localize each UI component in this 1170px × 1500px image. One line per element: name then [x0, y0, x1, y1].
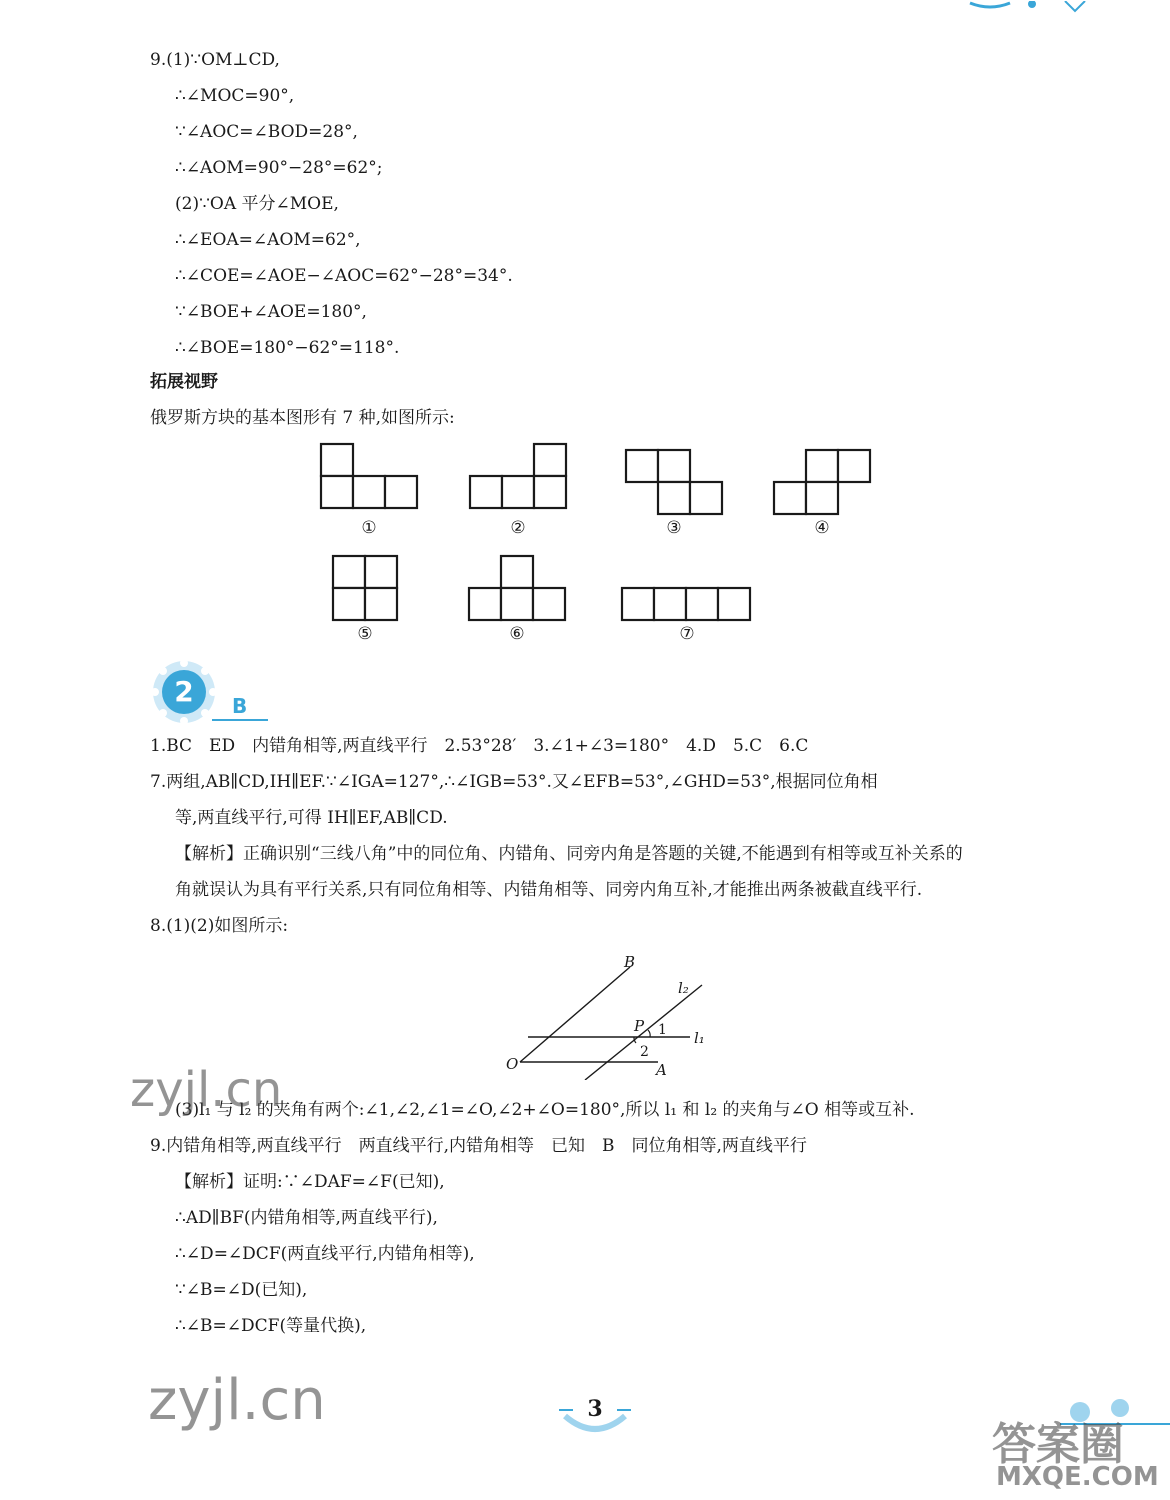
tetromino-4: [774, 450, 870, 514]
tetromino-label-4: ④: [814, 518, 830, 538]
watermark-zyjl-bottom: zyjl.cn: [148, 1368, 326, 1433]
parallel-lines-diagram: [490, 945, 730, 1080]
proof-line-4: ∵∠B=∠D(已知),: [175, 1280, 308, 1300]
tetromino-figures: [0, 0, 1170, 660]
answers-line: 1.BC ED 内错角相等,两直线平行 2.53°28′ 3.∠1+∠3=180° 4.D 5.C 6.C: [150, 736, 809, 756]
q8-line: 8.(1)(2)如图所示:: [150, 916, 289, 936]
q9-line-9: ∴∠BOE=180°−62°=118°.: [175, 338, 400, 358]
q7-line-2: 等,两直线平行,可得 IH∥EF,AB∥CD.: [175, 808, 448, 828]
section-badge: [152, 660, 272, 724]
watermark-mxqe: MXQE.COM: [996, 1462, 1159, 1492]
q9-line-1: 9.(1)∵OM⊥CD,: [150, 50, 280, 70]
diagram-label-O: O: [506, 1055, 519, 1073]
q9-line-5: (2)∵OA 平分∠MOE,: [175, 194, 339, 214]
extension-text: 俄罗斯方块的基本图形有 7 种,如图所示:: [150, 408, 455, 428]
badge-number: 2: [174, 675, 194, 708]
tetromino-label-7: ⑦: [679, 624, 695, 644]
analysis-1-line-1: 【解析】正确识别“三线八角”中的同位角、内错角、同旁内角是答题的关键,不能遇到有相等或互补关系的: [175, 844, 963, 864]
q9-line-3: ∵∠AOC=∠BOD=28°,: [175, 122, 358, 142]
tetromino-label-3: ③: [666, 518, 682, 538]
diagram-label-l1: l₁: [694, 1029, 705, 1047]
diagram-label-A: A: [656, 1061, 667, 1079]
tetromino-5: [333, 556, 397, 620]
q9-line-4: ∴∠AOM=90°−28°=62°;: [175, 158, 383, 178]
proof-line-1: 【解析】证明:∵∠DAF=∠F(已知),: [175, 1172, 445, 1192]
q9b-line: 9.内错角相等,两直线平行 两直线平行,内错角相等 已知 B 同位角相等,两直线平行: [150, 1136, 807, 1156]
tetromino-label-5: ⑤: [357, 624, 373, 644]
q9-line-6: ∴∠EOA=∠AOM=62°,: [175, 230, 361, 250]
badge-letter: B: [232, 694, 248, 718]
proof-line-2: ∴AD∥BF(内错角相等,两直线平行),: [175, 1208, 438, 1228]
extension-title: 拓展视野: [150, 372, 218, 392]
watermark-answer-cn: 答案圈: [992, 1419, 1124, 1470]
diagram-label-P: P: [634, 1017, 645, 1035]
analysis-1-line-2: 角就误认为具有平行关系,只有同位角相等、内错角相等、同旁内角互补,才能推出两条被截直线平行.: [175, 880, 923, 900]
q7-line-1: 7.两组,AB∥CD,IH∥EF.∵∠IGA=127°,∴∠IGB=53°.又∠EFB=53°,∠GHD=53°,根据同位角相: [150, 772, 878, 792]
q9-line-8: ∵∠BOE+∠AOE=180°,: [175, 302, 367, 322]
line-OB: [520, 967, 630, 1062]
page-number-badge: [555, 1380, 635, 1440]
tetromino-7: [622, 588, 750, 620]
tetromino-3: [626, 450, 722, 514]
diagram-label-l2: l₂: [678, 979, 689, 997]
tetromino-label-1: ①: [361, 518, 377, 538]
tetromino-2: [470, 444, 566, 508]
diagram-label-1: 1: [658, 1022, 667, 1038]
tetromino-label-2: ②: [510, 518, 526, 538]
tetromino-1: [321, 444, 417, 508]
tetromino-6: [469, 556, 565, 620]
proof-line-3: ∴∠D=∠DCF(两直线平行,内错角相等),: [175, 1244, 475, 1264]
q8-3-line: (3)l₁ 与 l₂ 的夹角有两个:∠1,∠2,∠1=∠O,∠2+∠O=180°,所以 l₁ 和 l₂ 的夹角与∠O 相等或互补.: [175, 1100, 915, 1120]
watermark-zyjl-top: zyjl.cn: [130, 1062, 283, 1118]
q9-line-2: ∴∠MOC=90°,: [175, 86, 295, 106]
tetromino-label-6: ⑥: [509, 624, 525, 644]
angle-1-arc: [648, 1030, 650, 1037]
page-number: 3: [587, 1396, 603, 1422]
diagram-label-B: B: [624, 953, 636, 971]
proof-line-5: ∴∠B=∠DCF(等量代换),: [175, 1316, 367, 1336]
q9-line-7: ∴∠COE=∠AOE−∠AOC=62°−28°=34°.: [175, 266, 513, 286]
diagram-label-2: 2: [640, 1044, 649, 1060]
